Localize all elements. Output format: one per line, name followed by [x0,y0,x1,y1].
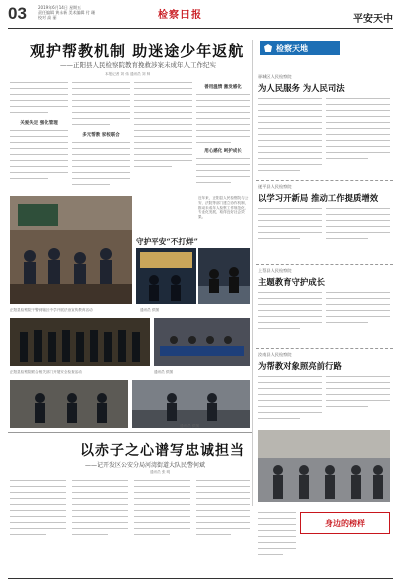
article-column [134,82,192,172]
sidebar-divider [256,348,393,349]
sidebar-item-title: 以学习开新局 推动工作提质增效 [258,193,379,203]
main-article-byline: 本报记者 刘 伟 通讯员 刘 帅 [105,72,151,76]
article-subhead: 善用温情 激发感化 [204,85,242,90]
sidebar-column [326,376,390,412]
article-subhead: 多元帮教 家校联合 [82,133,120,138]
sidebar-item-org: 驿城区人民检察院 [258,74,292,79]
header-meta: 2019年6月14日 星期五 责任编辑 黄永新 美术编辑 付 珊 校对 高 丽 [38,5,96,20]
photo-night-patrol-graphic [136,248,196,304]
photo-caption: 通讯员 供图 [140,308,160,312]
section-name: 平安天中 [353,14,393,25]
article-column [10,130,68,184]
sidebar-heading [260,41,340,55]
photo-night-patrol [136,248,196,304]
photo-police-line [10,318,150,366]
sidebar-divider [256,180,393,181]
sidebar-column [258,98,322,176]
header-rule [8,28,393,29]
sidebar-item-org: 汝南县人民检察院 [258,352,292,357]
sidebar-item-org: 遂平县人民检察院 [258,184,292,189]
sidebar-item-title: 为帮教对象照亮前行路 [258,361,342,371]
main-article-subtitle: ——正阳县人民检察院教育挽救涉案未成年人工作纪实 [60,61,216,69]
photo-caption: 正阳县检察院干警到辖区中学开展法治宣传教育活动 [10,308,93,312]
photo-checkpoint [198,248,250,304]
article-column [72,82,130,130]
shield-icon [264,44,272,52]
bottom-article-byline: 通讯员 张 明 [150,470,171,474]
photo-inspection-graphic [10,380,128,428]
sidebar-item-title: 为人民服务 为人民司法 [258,83,345,93]
article-column [258,512,296,560]
photo-caption: 正阳县检察院联合相关部门开展安全检查活动 [10,370,82,374]
photo-inspection [10,380,128,428]
photo-caption: 通讯员 供图 [154,370,174,374]
photo-caption: 通讯员 供图 [180,424,200,428]
sidebar-item-title: 主题教育守护成长 [258,277,325,287]
main-article-title: 观护帮教机制 助迷途少年返航 [30,42,245,60]
photo-hand-tag: 守护平安“不打烊” [136,237,198,246]
article-column [72,142,130,190]
photo-caption: 近年来，正阳县人民检察院与公安、法院等部门建立协作机制，推动未成年人检察工作规范化、专业化发展，取得良好社会效果。 [198,196,249,220]
photo-lecture-hall [258,430,390,502]
sidebar-column [258,208,322,244]
photo-street [132,380,250,428]
photo-lecture-hall-graphic [258,430,390,502]
page-header [8,4,393,28]
masthead: 检察日报 [158,10,202,21]
article-subhead: 关爱失足 强化管理 [20,121,58,126]
sidebar-column [326,208,390,244]
photo-classroom-graphic [10,196,132,304]
article-column [10,480,66,540]
bottom-article-title: 以赤子之心谱写忠诚担当 [80,443,245,459]
sidebar-item-org: 上蔡县人民检察院 [258,268,292,273]
photo-checkpoint-graphic [198,248,250,304]
footer-rule [8,578,393,579]
sidebar-divider [256,264,393,265]
photo-classroom [10,196,132,304]
sidebar-column [326,292,390,328]
page-number: 03 [8,4,27,23]
article-column [72,480,128,540]
sidebar-column [326,98,390,164]
article-column [134,480,190,540]
article-column [196,480,250,540]
article-column [196,94,250,148]
bottom-article-subtitle: ——记开发区公安分局河湾街道大队民警何斌 [85,462,206,469]
photo-meeting-graphic [154,318,250,366]
section-divider [8,432,252,433]
photo-meeting [154,318,250,366]
sidebar-column [258,292,322,334]
article-column [10,82,68,118]
sidebar-heading-label: 检察天地 [276,43,308,53]
sidebar-column [258,376,322,424]
article-column [196,158,250,188]
article-subhead: 用心感化 呵护成长 [204,149,242,154]
photo-police-line-graphic [10,318,150,366]
photo-street-graphic [132,380,250,428]
column-badge: 身边的榜样 [300,512,390,534]
